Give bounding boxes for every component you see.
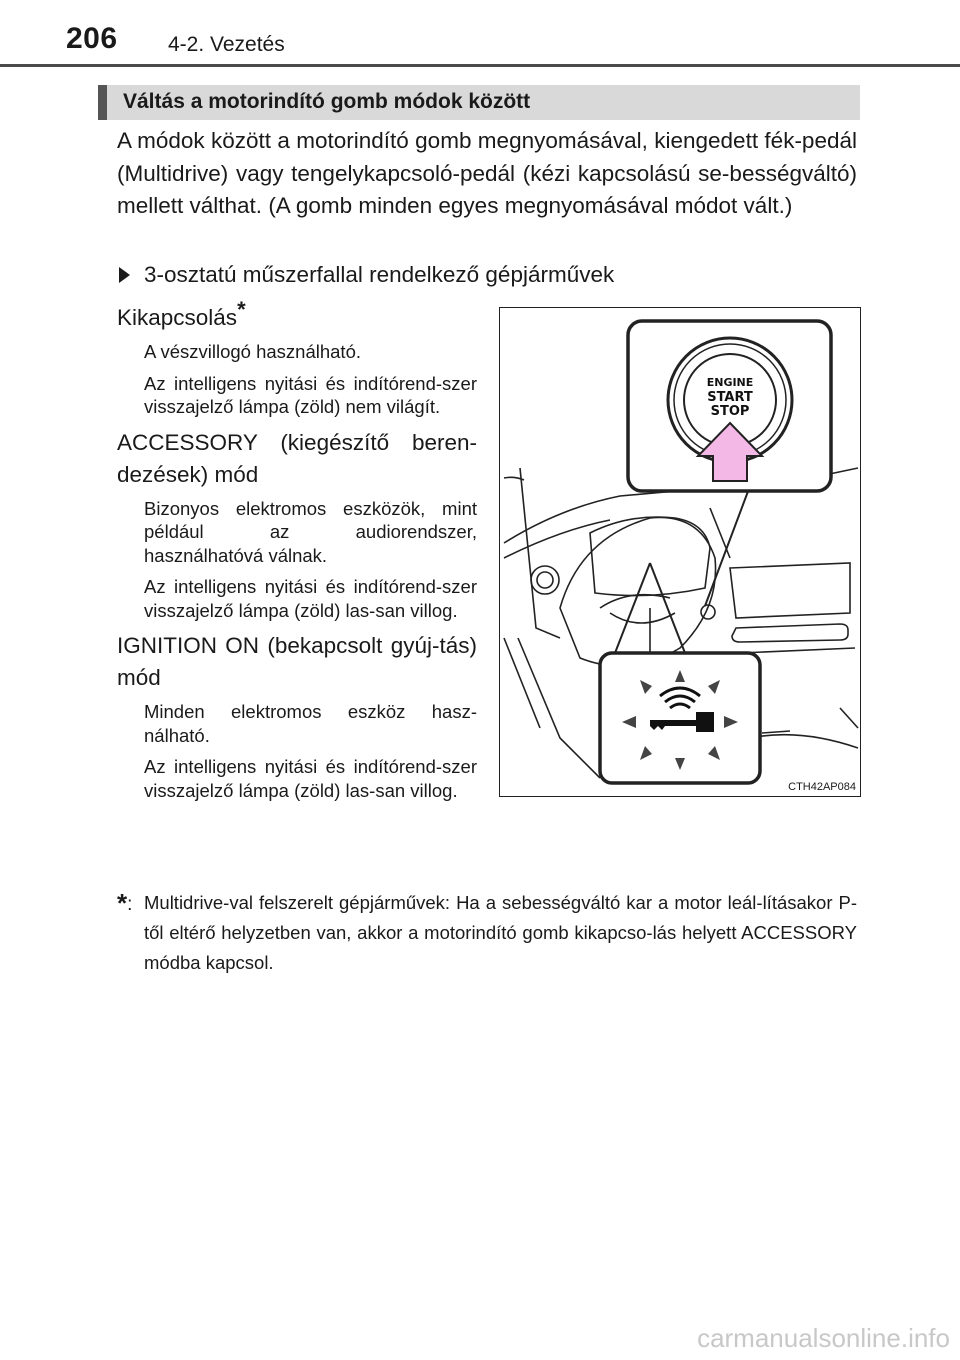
mode-description: Az intelligens nyitási és indítórend-szer visszajelző lámpa (zöld) las-san villog. xyxy=(144,756,477,801)
mode-title: Kikapcsolás* xyxy=(117,297,246,330)
footnote-marker: * xyxy=(237,297,246,322)
mode-description: Az intelligens nyitási és indítórend-szer visszajelző lámpa (zöld) las-san villog. xyxy=(144,576,477,621)
mode-description: Az intelligens nyitási és indítórend-szer visszajelző lámpa (zöld) nem világít. xyxy=(144,372,477,417)
section-title: Váltás a motorindító gomb módok között xyxy=(123,90,531,113)
triangle-bullet-icon xyxy=(119,267,130,283)
button-label-start: START xyxy=(707,390,753,405)
header-rule xyxy=(0,64,960,67)
mode-description: Minden elektromos eszköz hasz-nálható. xyxy=(144,701,477,746)
button-label-engine: ENGINE xyxy=(706,376,754,389)
modes-list xyxy=(117,297,477,810)
bullet-heading xyxy=(117,260,614,290)
running-header: 4-2. Vezetés xyxy=(168,33,285,56)
mode-ignition-on xyxy=(117,630,477,802)
mode-off xyxy=(117,297,477,419)
footnote-marker: *: xyxy=(117,888,133,918)
footnote xyxy=(117,888,857,978)
intro-paragraph: A módok között a motorindító gomb megnyomásával, kiengedett fék-pedál (Multidrive) vagy tengelykapcsoló-pedál (kézi kapcsolású se-bességváltó) mellett válthat. (A gomb minden egyes megnyomásával módot vált.) xyxy=(117,128,857,218)
mode-description: Bizonyos elektromos eszközök, mint például az audiorendszer, használhatóvá válnak. xyxy=(144,497,477,566)
page-number: 206 xyxy=(66,22,118,55)
mode-accessory xyxy=(117,427,477,623)
mode-title: ACCESSORY (kiegészítő beren-dezések) mód xyxy=(117,429,477,487)
bullet-heading-text: 3-osztatú műszerfallal rendelkező gépjárművek xyxy=(144,262,615,287)
watermark: carmanualsonline.info xyxy=(697,1323,950,1353)
dashboard-illustration xyxy=(499,307,861,797)
section-heading-bar xyxy=(98,85,860,120)
dashboard-drawing xyxy=(500,308,859,795)
footnote-text: Multidrive-val felszerelt gépjárművek: Ha a sebességváltó kar a motor leál-lításakor P-től eltérő helyzetben van, akkor a motorindító gomb kikapcso-lás helyett ACCESSORY módba kapcsol. xyxy=(144,892,857,973)
figure-code: CTH42AP084 xyxy=(788,781,856,793)
mode-description: A vészvillogó használható. xyxy=(144,341,361,362)
button-label-stop: STOP xyxy=(710,404,750,419)
mode-title: IGNITION ON (bekapcsolt gyúj-tás) mód xyxy=(117,633,477,690)
